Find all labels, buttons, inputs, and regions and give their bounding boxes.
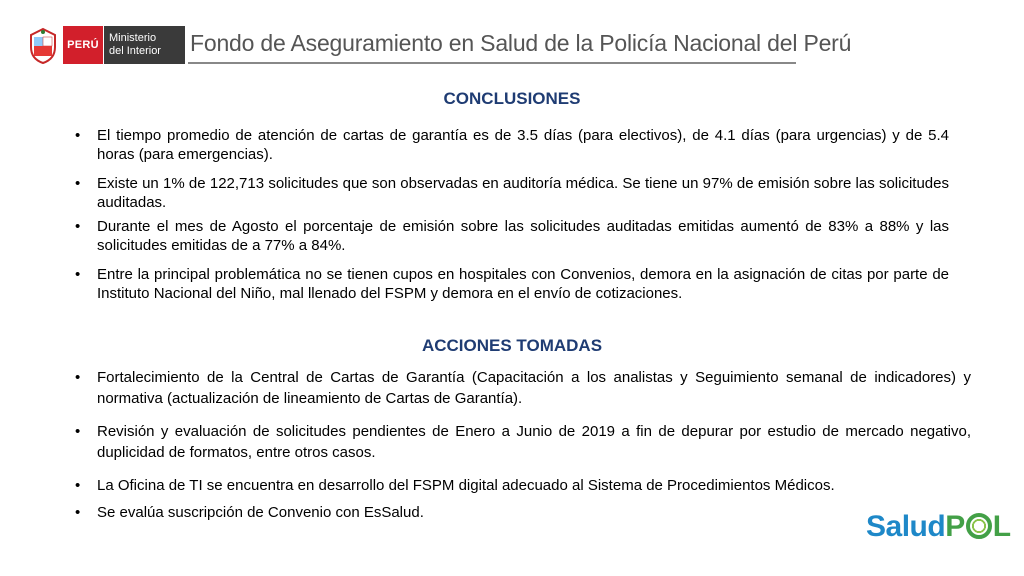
peru-badge: PERÚ <box>63 26 103 64</box>
ministry-badge <box>104 26 185 64</box>
list-item: • Existe un 1% de 122,713 solicitudes que son observadas en auditoría médica. Se tiene un 97% de emisión sobre las solicitudes auditadas. <box>75 174 949 212</box>
list-item: • Durante el mes de Agosto el porcentaje de emisión sobre las solicitudes auditadas emitidas aumentó de 83% a 88% y las solicitudes emitidas de a 77% a 84%. <box>75 217 949 255</box>
header <box>0 0 1024 72</box>
header-divider <box>188 62 796 64</box>
list-item: • La Oficina de TI se encuentra en desarrollo del FSPM digital adecuado al Sistema de Procedimientos Médicos. <box>75 475 971 496</box>
organization-title: Fondo de Aseguramiento en Salud de la Policía Nacional del Perú <box>190 30 852 56</box>
acciones-heading: ACCIONES TOMADAS <box>421 336 603 355</box>
list-item: • Entre la principal problemática no se tienen cupos en hospitales con Convenios, demora en la asignación de citas por parte de Instituto Nacional del Niño, mal llenado del FSPM y demora en el envío de cotizaciones. <box>75 265 949 303</box>
ministry-line-2: del Interior <box>109 45 161 57</box>
logo-text-salud: Salud <box>866 510 946 543</box>
logo-text-p: P <box>945 510 965 543</box>
acciones-list <box>75 367 971 535</box>
saludpol-logo <box>866 510 1011 544</box>
ministry-line-1: Ministerio <box>109 32 157 44</box>
list-item: • Se evalúa suscripción de Convenio con EsSalud. <box>75 502 971 523</box>
coat-of-arms-icon <box>28 27 58 65</box>
logo-text-l: L <box>992 510 1011 543</box>
conclusiones-list <box>75 126 949 313</box>
list-item: • Revisión y evaluación de solicitudes pendientes de Enero a Junio de 2019 a fin de depurar por estudio de mercado negativo, duplicidad de formatos, entre otros casos. <box>75 421 971 463</box>
list-item: • El tiempo promedio de atención de cartas de garantía es de 3.5 días (para electivos), de 4.1 días (para urgencias) y de 5.4 horas (para emergencias). <box>75 126 949 164</box>
conclusiones-heading: CONCLUSIONES <box>443 89 581 108</box>
logo-ring-icon <box>966 513 992 539</box>
list-item: • Fortalecimiento de la Central de Cartas de Garantía (Capacitación a los analistas y Seguimiento semanal de indicadores) y normativa (actualización de lineamiento de Cartas de Garantía). <box>75 367 971 409</box>
